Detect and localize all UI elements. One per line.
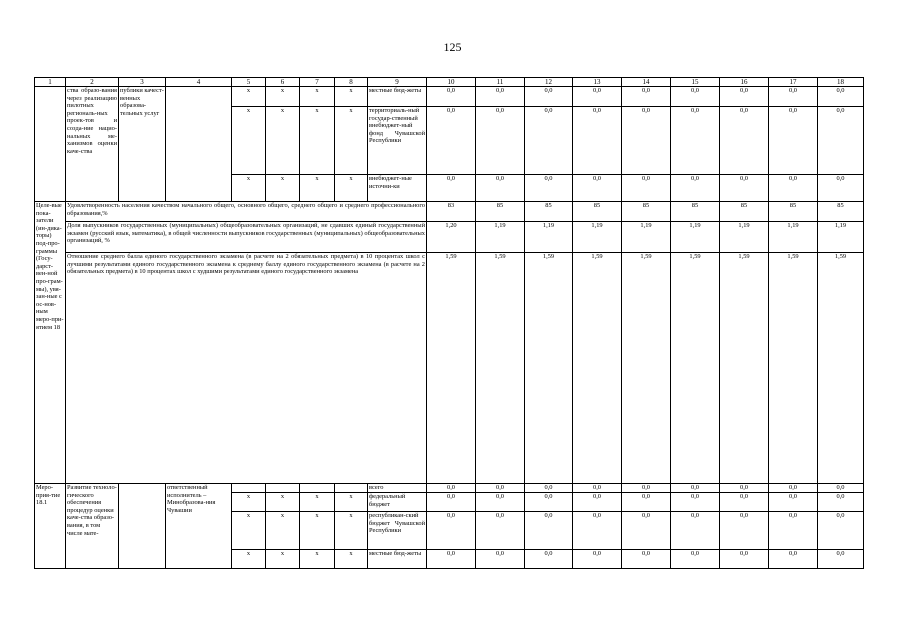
value-cell: 0,0: [622, 87, 671, 107]
value-cell: 0,0: [720, 484, 769, 493]
value-cell: 0,0: [525, 550, 573, 569]
column-header: 9: [368, 78, 427, 87]
value-cell: 0,0: [769, 484, 818, 493]
measure-label: Меро-прия-тие 18.1: [35, 484, 66, 569]
value-cell: 0,0: [427, 512, 476, 550]
code-cell: x: [335, 87, 368, 107]
value-cell: 0,0: [476, 107, 525, 175]
value-cell: 0,0: [720, 512, 769, 550]
value-cell: 0,0: [720, 550, 769, 569]
cell-col1: [35, 87, 66, 202]
value-cell: 0,0: [573, 550, 622, 569]
value-cell: 0,0: [720, 493, 769, 512]
column-header: 3: [119, 78, 166, 87]
indicator-text: Доля выпускников государственных (муниципальных) общеобразовательных организаций, не сдавших единый государственный экзамен (русский язык, математика), в общей численности выпускников государственных (муниципальных) общеобразовательных организаций, %: [66, 222, 427, 253]
column-header: 17: [769, 78, 818, 87]
value-cell: 0,0: [671, 107, 720, 175]
value-cell: 0,0: [818, 484, 864, 493]
value-cell: 0,0: [671, 512, 720, 550]
column-header: 18: [818, 78, 864, 87]
code-cell: x: [232, 87, 266, 107]
value-cell: 0,0: [720, 175, 769, 202]
value-cell: 0,0: [622, 175, 671, 202]
code-cell: x: [266, 550, 300, 569]
value-cell: 0,0: [671, 484, 720, 493]
value-cell: 1,19: [818, 222, 864, 253]
value-cell: 0,0: [720, 107, 769, 175]
value-cell: 0,0: [818, 107, 864, 175]
target-indicators-label: Целе-вые пока-затели (ин-дика-торы) под-про-граммы (Госу-дарст-вен-ной про-грам-мы), увя-зан-ные с ос-нов-ным меро-при-ятием 18: [35, 202, 66, 484]
value-cell: 0,0: [769, 107, 818, 175]
program-table: [34, 77, 864, 569]
column-header: 15: [671, 78, 720, 87]
value-cell: 0,0: [622, 550, 671, 569]
value-cell: 85: [818, 202, 864, 222]
indicator-text: Отношение среднего балла единого государственного экзамена (в расчете на 2 обязательных предмета) в 10 процентах школ с лучшими результатами единого государственного экзамена к среднему баллу единого государственного экзамена (в расчете на 2 обязательных предмета) в 10 процентах школ с худшими результатами единого государственного экзамена: [66, 253, 427, 484]
value-cell: 0,0: [476, 550, 525, 569]
value-cell: 0,0: [573, 512, 622, 550]
column-header: 5: [232, 78, 266, 87]
column-header: 2: [66, 78, 119, 87]
cell-col4: [166, 87, 232, 202]
value-cell: 0,0: [476, 512, 525, 550]
value-cell: 0,0: [818, 87, 864, 107]
value-cell: 1,59: [427, 253, 476, 484]
column-header: 16: [720, 78, 769, 87]
code-cell: x: [335, 493, 368, 512]
value-cell: 1,19: [671, 222, 720, 253]
column-header: 8: [335, 78, 368, 87]
value-cell: 0,0: [525, 484, 573, 493]
value-cell: 0,0: [476, 493, 525, 512]
indicator-text: Удовлетворенность населения качеством начального общего, основного общего, среднего общего и среднего профессионального образования,%: [66, 202, 427, 222]
funding-source: республикан-ский бюджет Чувашской Республики: [368, 512, 427, 550]
value-cell: 0,0: [769, 175, 818, 202]
value-cell: 1,59: [769, 253, 818, 484]
value-cell: 85: [720, 202, 769, 222]
value-cell: 1,19: [476, 222, 525, 253]
column-header: 12: [525, 78, 573, 87]
value-cell: 0,0: [769, 493, 818, 512]
value-cell: 83: [427, 202, 476, 222]
value-cell: 1,59: [525, 253, 573, 484]
indicator-row: [35, 202, 864, 222]
code-cell: x: [266, 512, 300, 550]
code-cell: x: [300, 493, 335, 512]
value-cell: 0,0: [622, 107, 671, 175]
funding-source: местные бюд-жеты: [368, 87, 427, 107]
value-cell: 0,0: [818, 175, 864, 202]
measure-name-cont: ства образо-вания через реализацию пилотных региональ-ных проек-тов и созда-ние нацио-нальных ме-ханизмов оценки каче-ства: [66, 87, 119, 202]
code-cell: x: [335, 175, 368, 202]
value-cell: 0,0: [427, 107, 476, 175]
value-cell: 85: [525, 202, 573, 222]
measure-name: Развитие техноло-гического обеспечения процедур оценки каче-ства образо-вания, в том числе мате-: [66, 484, 119, 569]
value-cell: 0,0: [427, 493, 476, 512]
value-cell: 0,0: [525, 87, 573, 107]
value-cell: 0,0: [818, 512, 864, 550]
value-cell: 85: [671, 202, 720, 222]
value-cell: 1,19: [622, 222, 671, 253]
value-cell: 1,19: [769, 222, 818, 253]
value-cell: 0,0: [671, 175, 720, 202]
value-cell: 85: [476, 202, 525, 222]
value-cell: 0,0: [622, 493, 671, 512]
column-header: 1: [35, 78, 66, 87]
code-cell: x: [232, 493, 266, 512]
code-cell: x: [300, 87, 335, 107]
table-row: [35, 87, 864, 107]
indicator-row: [35, 222, 864, 253]
value-cell: 0,0: [573, 107, 622, 175]
value-cell: 85: [622, 202, 671, 222]
value-cell: 0,0: [525, 175, 573, 202]
value-cell: 0,0: [427, 550, 476, 569]
column-header: 6: [266, 78, 300, 87]
value-cell: 1,19: [720, 222, 769, 253]
code-cell: x: [335, 512, 368, 550]
goal-cont: публики качест-венных образова-тельных услуг: [119, 87, 166, 202]
value-cell: 0,0: [671, 550, 720, 569]
code-cell: x: [300, 512, 335, 550]
column-header: 14: [622, 78, 671, 87]
value-cell: 0,0: [671, 87, 720, 107]
column-header: 13: [573, 78, 622, 87]
code-cell: x: [232, 512, 266, 550]
value-cell: 0,0: [671, 493, 720, 512]
code-cell: x: [335, 107, 368, 175]
code-cell: x: [232, 175, 266, 202]
value-cell: 0,0: [720, 87, 769, 107]
value-cell: 0,0: [818, 493, 864, 512]
code-cell: x: [266, 175, 300, 202]
code-cell: x: [335, 550, 368, 569]
value-cell: 1,59: [818, 253, 864, 484]
funding-source: всего: [368, 484, 427, 493]
code-cell: [232, 484, 266, 493]
value-cell: 1,59: [671, 253, 720, 484]
column-header: 4: [166, 78, 232, 87]
value-cell: 0,0: [525, 107, 573, 175]
code-cell: [300, 484, 335, 493]
code-cell: x: [232, 550, 266, 569]
value-cell: 0,0: [622, 484, 671, 493]
value-cell: 0,0: [573, 175, 622, 202]
value-cell: 1,19: [525, 222, 573, 253]
cell-col3: [119, 484, 166, 569]
value-cell: 0,0: [573, 493, 622, 512]
header-row: [35, 78, 864, 87]
value-cell: 0,0: [769, 512, 818, 550]
code-cell: [335, 484, 368, 493]
value-cell: 0,0: [769, 87, 818, 107]
value-cell: 0,0: [476, 484, 525, 493]
value-cell: 0,0: [427, 175, 476, 202]
value-cell: 0,0: [769, 550, 818, 569]
value-cell: 85: [573, 202, 622, 222]
value-cell: 1,59: [720, 253, 769, 484]
value-cell: 0,0: [573, 484, 622, 493]
value-cell: 1,59: [476, 253, 525, 484]
value-cell: 0,0: [476, 87, 525, 107]
indicator-row: [35, 253, 864, 484]
column-header: 7: [300, 78, 335, 87]
code-cell: x: [266, 107, 300, 175]
value-cell: 0,0: [622, 512, 671, 550]
funding-source: территориаль-ный государ-ственный внебюджет-ный фонд Чувашской Республики: [368, 107, 427, 175]
code-cell: x: [266, 87, 300, 107]
value-cell: 1,20: [427, 222, 476, 253]
table-row: [35, 484, 864, 493]
value-cell: 0,0: [818, 550, 864, 569]
funding-source: местные бюд-жеты: [368, 550, 427, 569]
value-cell: 0,0: [573, 87, 622, 107]
value-cell: 0,0: [476, 175, 525, 202]
value-cell: 1,59: [573, 253, 622, 484]
value-cell: 1,19: [573, 222, 622, 253]
responsible-executor: ответственный исполнитель – Минобразова-ния Чувашии: [166, 484, 232, 569]
code-cell: [266, 484, 300, 493]
funding-source: федеральный бюджет: [368, 493, 427, 512]
value-cell: 0,0: [427, 87, 476, 107]
value-cell: 0,0: [427, 484, 476, 493]
code-cell: x: [300, 550, 335, 569]
code-cell: x: [300, 107, 335, 175]
column-header: 11: [476, 78, 525, 87]
value-cell: 85: [769, 202, 818, 222]
code-cell: x: [232, 107, 266, 175]
value-cell: 1,59: [622, 253, 671, 484]
funding-source: внебюджет-ные источни-ки: [368, 175, 427, 202]
value-cell: 0,0: [525, 512, 573, 550]
value-cell: 0,0: [525, 493, 573, 512]
page-number: 125: [443, 40, 462, 54]
code-cell: x: [300, 175, 335, 202]
code-cell: x: [266, 493, 300, 512]
column-header: 10: [427, 78, 476, 87]
